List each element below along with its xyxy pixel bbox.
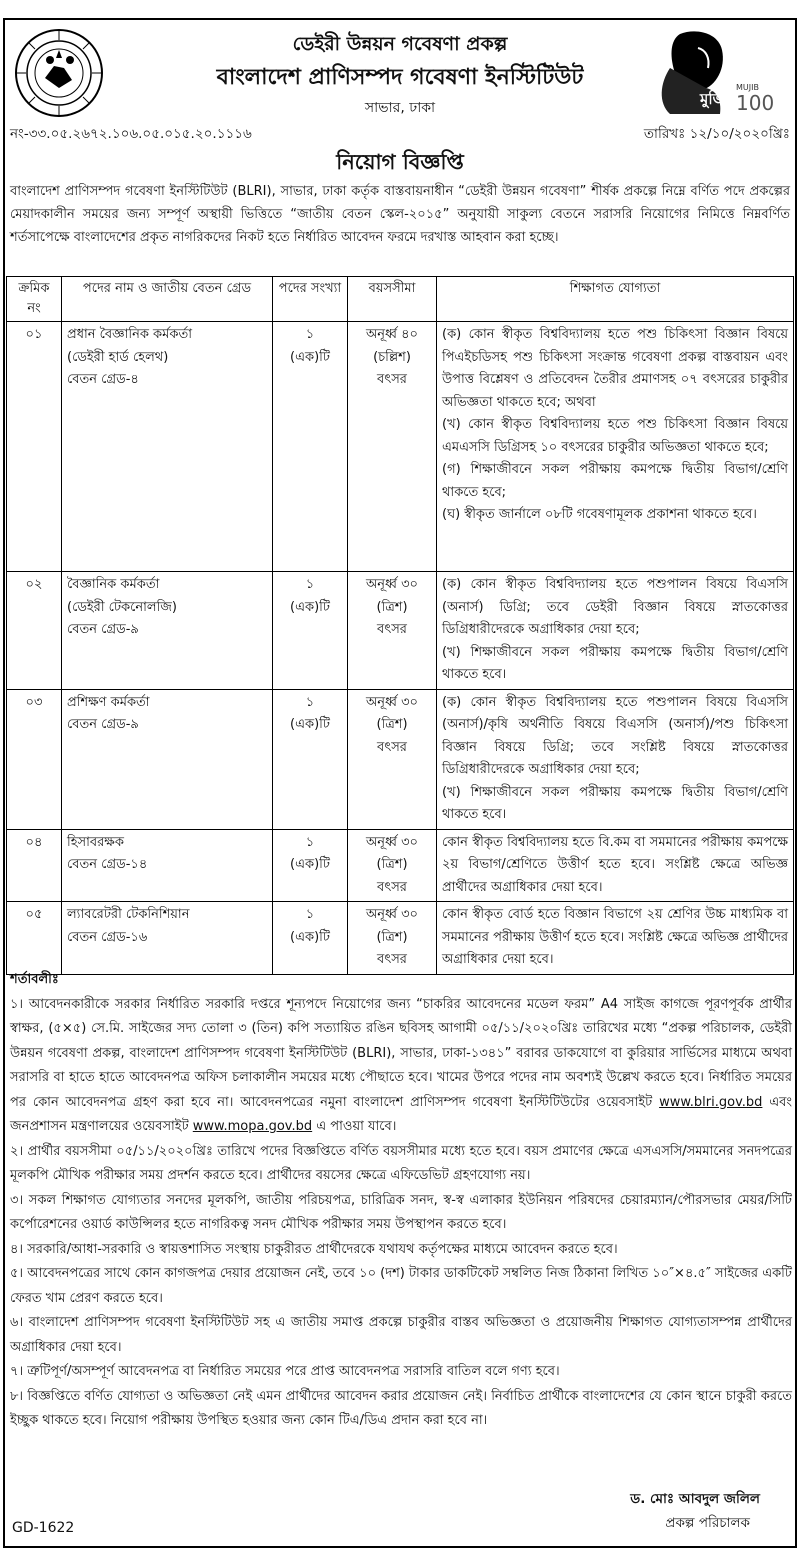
row-education [437, 829, 794, 902]
age-limit: অনূর্ধ্ব ৪০ [365, 327, 418, 342]
row-count [273, 572, 348, 690]
education-item: (গ) শিক্ষাজীবনে সকল পরীক্ষায় কমপক্ষে দ্বিতীয় বিভাগ/শ্রেণি থাকতে হবে; [442, 462, 788, 500]
row-post [62, 829, 273, 902]
row-age [348, 689, 437, 829]
age-limit: অনূর্ধ্ব ৩০ [365, 907, 419, 922]
condition-3: ৩। সকল শিক্ষাগত যোগ্যতার সনদের মূলকপি, জাতীয় পরিচয়পত্র, চারিত্রিক সনদ, স্ব-স্ব এলাকার ইউনিয়ন পরিষদের চেয়ারম্যান/পৌরসভার মেয়র/সিটি কর্পোরেশনের ওয়ার্ড কাউন্সিলর হতে নাগরিকত্ব সনদ মৌখিক পরীক্ষার সময় উপস্থাপন করতে হবে। [10, 1192, 792, 1232]
post-name: হিসাবরক্ষক [67, 834, 124, 850]
svg-text:MUJIB: MUJIB [736, 83, 759, 92]
post-count: ১ [305, 834, 315, 850]
row-serial: ০৪ [7, 829, 62, 902]
age-limit-words: (চল্লিশ) [373, 349, 411, 365]
row-serial: ০১ [7, 322, 62, 572]
post-name: বৈজ্ঞানিক কর্মকর্তা [67, 577, 160, 592]
table-row [7, 572, 794, 690]
row-age [348, 572, 437, 690]
age-limit-words: (ত্রিশ) [376, 929, 408, 945]
notice-title: নিয়োগ বিজ্ঞপ্তি [336, 150, 464, 174]
table-row [7, 322, 794, 572]
row-serial: ০২ [7, 572, 62, 690]
institute-name: বাংলাদেশ প্রাণিসম্পদ গবেষণা ইনস্টিটিউট [216, 65, 584, 90]
svg-text:মুজিব: মুজিব [700, 90, 735, 108]
row-age [348, 322, 437, 572]
post-count-words: (এক)টি [290, 857, 330, 872]
post-count: ১ [305, 694, 315, 710]
row-education [437, 322, 794, 572]
age-unit: বৎসর [377, 372, 407, 387]
row-count [273, 322, 348, 572]
vacancy-table [6, 276, 794, 975]
row-age [348, 902, 437, 975]
condition-4: ৪। সরকারি/আধা-সরকারি ও স্বায়ত্তশাসিত সংস্থায় চাকুরীরত প্রার্থীদেরকে যথাযথ কর্তৃপক্ষের মাধ্যমে আবেদন করতে হবে। [10, 1241, 618, 1257]
condition-2: ২। প্রার্থীর বয়সসীমা ০৫/১১/২০২০খ্রিঃ তারিখে পদের বিজ্ঞপ্তিতে বর্ণিত বয়সসীমার মধ্যে হতে হবে। বয়স প্রমাণের ক্ষেত্রে এসএসসি/সমমানের সনদপত্রের মূলকপি মৌখিক পরীক্ষার সময় প্রদর্শন করতে হবে। প্রার্থীদের বয়সের ক্ষেত্রে এফিডেভিট গ্রহণযোগ্য নয়। [10, 1143, 792, 1183]
project-name: ডেইরী উন্নয়ন গবেষণা প্রকল্প [292, 33, 508, 55]
table-row [7, 829, 794, 902]
signatory-name: ড. মোঃ আবদুল জলিল [630, 1491, 760, 1507]
age-unit: বৎসর [377, 622, 407, 637]
education-item: (খ) শিক্ষাজীবনে সকল পরীক্ষায় কমপক্ষে দ্বিতীয় বিভাগ/শ্রেণি থাকতে হবে। [442, 644, 788, 682]
post-subtitle: (ডেইরী টেকনোলজি) [67, 599, 177, 615]
post-name: প্রধান বৈজ্ঞানিক কর্মকর্তা [67, 327, 192, 342]
row-serial: ০৩ [7, 689, 62, 829]
gd-code: GD-1622 [12, 1520, 75, 1536]
post-count: ১ [305, 327, 315, 342]
condition-1 [10, 993, 792, 1140]
table-header-row [7, 277, 794, 322]
row-education [437, 689, 794, 829]
post-count: ১ [305, 907, 315, 922]
post-count: ১ [305, 577, 315, 592]
age-limit-words: (ত্রিশ) [376, 717, 408, 732]
header-age: বয়সসীমা [348, 277, 437, 322]
mopa-website-link[interactable]: www.mopa.gov.bd [192, 1119, 313, 1134]
conditions-section [10, 968, 792, 1434]
post-subtitle: (ডেইরী হার্ড হেলথ) [67, 349, 169, 365]
education-item: (ঘ) স্বীকৃত জার্নালে ০৮টি গবেষণামূলক প্রকাশনা থাকতে হবে। [442, 507, 757, 522]
age-unit: বৎসর [377, 739, 407, 755]
institute-location: সাভার, ঢাকা [364, 100, 436, 116]
age-limit-words: (ত্রিশ) [376, 857, 408, 872]
row-serial: ০৫ [7, 902, 62, 975]
row-education [437, 572, 794, 690]
age-limit: অনূর্ধ্ব ৩০ [365, 834, 419, 850]
post-name: প্রশিক্ষণ কর্মকর্তা [67, 694, 150, 710]
header-count: পদের সংখ্যা [273, 277, 348, 322]
education-item: (খ) শিক্ষাজীবনে সকল পরীক্ষায় কমপক্ষে দ্বিতীয় বিভাগ/শ্রেণি থাকতে হবে। [442, 784, 788, 822]
condition-7: ৭। ত্রুটিপূর্ণ/অসম্পূর্ণ আবেদনপত্র বা নির্ধারিত সময়ের পরে প্রাপ্ত আবেদনপত্র সরাসরি বাতিল বলে গণ্য হবে। [10, 1364, 560, 1379]
age-unit: বৎসর [377, 879, 407, 895]
header-post: পদের নাম ও জাতীয় বেতন গ্রেড [62, 277, 273, 322]
education-item: (ক) কোন স্বীকৃত বিশ্ববিদ্যালয় হতে পশুপালন বিষয়ে বিএসসি (অনার্স)/কৃষি অর্থনীতি বিষয়ে বিএসসি (অনার্স)/পশু চিকিৎসা বিজ্ঞান বিষয়ে ডিগ্রি; তবে সংশ্লিষ্ট বিষয়ে স্নাতকোত্তর ডিগ্রিধারীদেরকে অগ্রাধিকার দেয়া হবে; [442, 694, 788, 777]
memo-number: নং-৩৩.০৫.২৬৭২.১০৬.০৫.০১৫.২০.১১১৬ [10, 126, 252, 142]
pay-grade: বেতন গ্রেড-১৬ [67, 929, 148, 945]
education-item: (খ) কোন স্বীকৃত বিশ্ববিদ্যালয় হতে পশু চিকিৎসা বিজ্ঞান বিষয়ে এমএসসি ডিগ্রিসহ ১০ বৎসরের চাকুরীর অভিজ্ঞতা থাকতে হবে; [442, 417, 788, 455]
header-serial: ক্রমিক নং [7, 277, 62, 322]
table-row [7, 689, 794, 829]
age-limit: অনূর্ধ্ব ৩০ [365, 577, 419, 592]
post-count-words: (এক)টি [290, 599, 330, 615]
education-item: কোন স্বীকৃত বোর্ড হতে বিজ্ঞান বিভাগে ২য় শ্রেণির উচ্চ মাধ্যমিক বা সমমানের পরীক্ষায় উত্তীর্ণ হতে হবে। সংশ্লিষ্ট ক্ষেত্রে অভিজ্ঞ প্রার্থীদের অগ্রাধিকার দেয়া হবে। [442, 907, 788, 967]
row-post [62, 689, 273, 829]
age-limit: অনূর্ধ্ব ৩০ [365, 694, 419, 710]
row-post [62, 902, 273, 975]
education-item: কোন স্বীকৃত বিশ্ববিদ্যালয় হতে বি.কম বা সমমানের পরীক্ষায় কমপক্ষে ২য় বিভাগ/শ্রেণিতে উত্তীর্ণ হতে হবে। সংশ্লিষ্ট ক্ষেত্রে অভিজ্ঞ প্রার্থীদের অগ্রাধিকার দেয়া হবে। [442, 834, 788, 895]
header-education: শিক্ষাগত যোগ্যতা [437, 277, 794, 322]
row-count [273, 902, 348, 975]
row-count [273, 829, 348, 902]
row-age [348, 829, 437, 902]
age-unit: বৎসর [377, 952, 407, 967]
notice-intro: বাংলাদেশ প্রাণিসম্পদ গবেষণা ইনস্টিটিউট (BLRI), সাভার, ঢাকা কর্তৃক বাস্তবায়নাধীন “ডেইরী উন্নয়ন গবেষণা” শীর্ষক প্রকল্পে নিম্নে বর্ণিত পদে প্রকল্পের মেয়াদকালীন সময়ের জন্য সম্পূর্ণ অস্থায়ী ভিত্তিতে “জাতীয় বেতন স্কেল-২০১৫” অনুযায়ী সাকুল্য বেতনে সরাসরি নিয়োগের নিমিত্তে নিম্নবর্ণিত শর্তসাপেক্ষে বাংলাদেশের প্রকৃত নাগরিকদের নিকট হতে নির্ধারিত আবেদন ফরমে দরখাস্ত আহবান করা হচ্ছে। [10, 184, 790, 245]
pay-grade: বেতন গ্রেড-৪ [67, 372, 139, 387]
table-row [7, 902, 794, 975]
row-post [62, 322, 273, 572]
condition-1-text-b: এবং জনপ্রশাসন মন্ত্রণালয়ের ওয়েবসাইট [10, 1094, 792, 1134]
pay-grade: বেতন গ্রেড-৯ [67, 622, 139, 637]
row-count [273, 689, 348, 829]
blri-website-link[interactable]: www.blri.gov.bd [659, 1094, 763, 1110]
pay-grade: বেতন গ্রেড-৯ [67, 717, 139, 732]
condition-8: ৮। বিজ্ঞপ্তিতে বর্ণিত যোগ্যতা ও অভিজ্ঞতা নেই এমন প্রার্থীদের আবেদন করার প্রয়োজন নেই। নির্বাচিত প্রার্থীকে বাংলাদেশের যে কোন স্থানে চাকুরী করতে ইচ্ছুক থাকতে হবে। নিয়োগ পরীক্ষায় উপস্থিত হওয়ার জন্য কোন টিএ/ডিএ প্রদান করা হবে না। [10, 1388, 792, 1428]
row-post [62, 572, 273, 690]
education-item: (ক) কোন স্বীকৃত বিশ্ববিদ্যালয় হতে পশু চিকিৎসা বিজ্ঞান বিষয়ে পিএইচডিসহ পশু চিকিৎসা সংক্রান্ত গবেষণা প্রকল্প বাস্তবায়ন এবং উপাত্ত বিশ্লেষণ ও প্রতিবেদন তৈরীর প্রমাণসহ ০৭ বৎসরের চাকুরীর অভিজ্ঞতা থাকতে হবে; অথবা [442, 327, 788, 410]
svg-text:100: 100 [736, 91, 775, 115]
row-education [437, 902, 794, 975]
post-count-words: (এক)টি [290, 929, 330, 945]
condition-1-text: ১। আবেদনকারীকে সরকার নির্ধারিত সরকারি দপ্তরে শূন্যপদে নিয়োগের জন্য “চাকরির আবেদনের মডেল ফরম” A4 সাইজ কাগজে পূরণপূর্বক প্রার্থীর স্বাক্ষর, (৫×৫) সে.মি. সাইজের সদ্য তোলা ৩ (তিন) কপি সত্যায়িত রঙিন ছবিসহ আগামী ০৫/১১/২০২০খ্রিঃ তারিখের মধ্যে “প্রকল্প পরিচালক, ডেইরী উন্নয়ন গবেষণা প্রকল্প, বাংলাদেশ প্রাণিসম্পদ গবেষণা ইনস্টিটিউট (BLRI), সাভার, ঢাকা-১৩৪১” বরাবর ডাকযোগে বা কুরিয়ার সার্ভিসের মাধ্যমে অথবা সরাসরি বা হাতে হাতে আবেদনপত্র অফিস চলাকালীন সময়ের মধ্যে পৌছাতে হবে। খামের উপরে পদের নাম অবশ্যই উল্লেখ করতে হবে। নির্ধারিত সময়ের পর কোন আবেদনপত্র গ্রহণ করা হবে না। আবেদনপত্রের নমুনা বাংলাদেশ প্রাণিসম্পদ গবেষণা ইনস্টিটিউটের ওয়েবসাইট [10, 996, 792, 1110]
education-item: (ক) কোন স্বীকৃত বিশ্ববিদ্যালয় হতে পশুপালন বিষয়ে বিএসসি (অনার্স) ডিগ্রি; তবে ডেইরী বিজ্ঞান বিষয়ে স্নাতকোত্তর ডিগ্রিধারীদেরকে অগ্রাধিকার দেয়া হবে; [442, 577, 788, 637]
condition-1-text-c: এ পাওয়া যাবে। [316, 1119, 397, 1134]
condition-5: ৫। আবেদনপত্রের সাথে কোন কাগজপত্র দেয়ার প্রয়োজন নেই, তবে ১০ (দশ) টাকার ডাকটিকেট সম্বলিত নিজ ঠিকানা লিখিত ১০″×৪.৫″ সাইজের একটি ফেরত খাম প্রেরণ করতে হবে। [10, 1266, 792, 1306]
age-limit-words: (ত্রিশ) [376, 599, 408, 615]
post-name: ল্যাবরেটরী টেকনিশিয়ান [67, 907, 190, 922]
conditions-heading: শর্তাবলীঃ [10, 972, 59, 987]
condition-6: ৬। বাংলাদেশ প্রাণিসম্পদ গবেষণা ইনস্টিটিউট সহ এ জাতীয় সমাপ্ত প্রকল্পে চাকুরীর বাস্তব অভিজ্ঞতা ও প্রয়োজনীয় শিক্ষাগত যোগ্যতাসম্পন্ন প্রার্থীদের অগ্রাধিকার দেয়া হবে। [10, 1315, 792, 1355]
post-count-words: (এক)টি [290, 349, 330, 365]
signatory-title: প্রকল্প পরিচালক [665, 1515, 750, 1531]
pay-grade: বেতন গ্রেড-১৪ [67, 857, 148, 872]
post-count-words: (এক)টি [290, 717, 330, 732]
notice-date: তারিখঃ ১২/১০/২০২০খ্রিঃ [643, 126, 790, 142]
